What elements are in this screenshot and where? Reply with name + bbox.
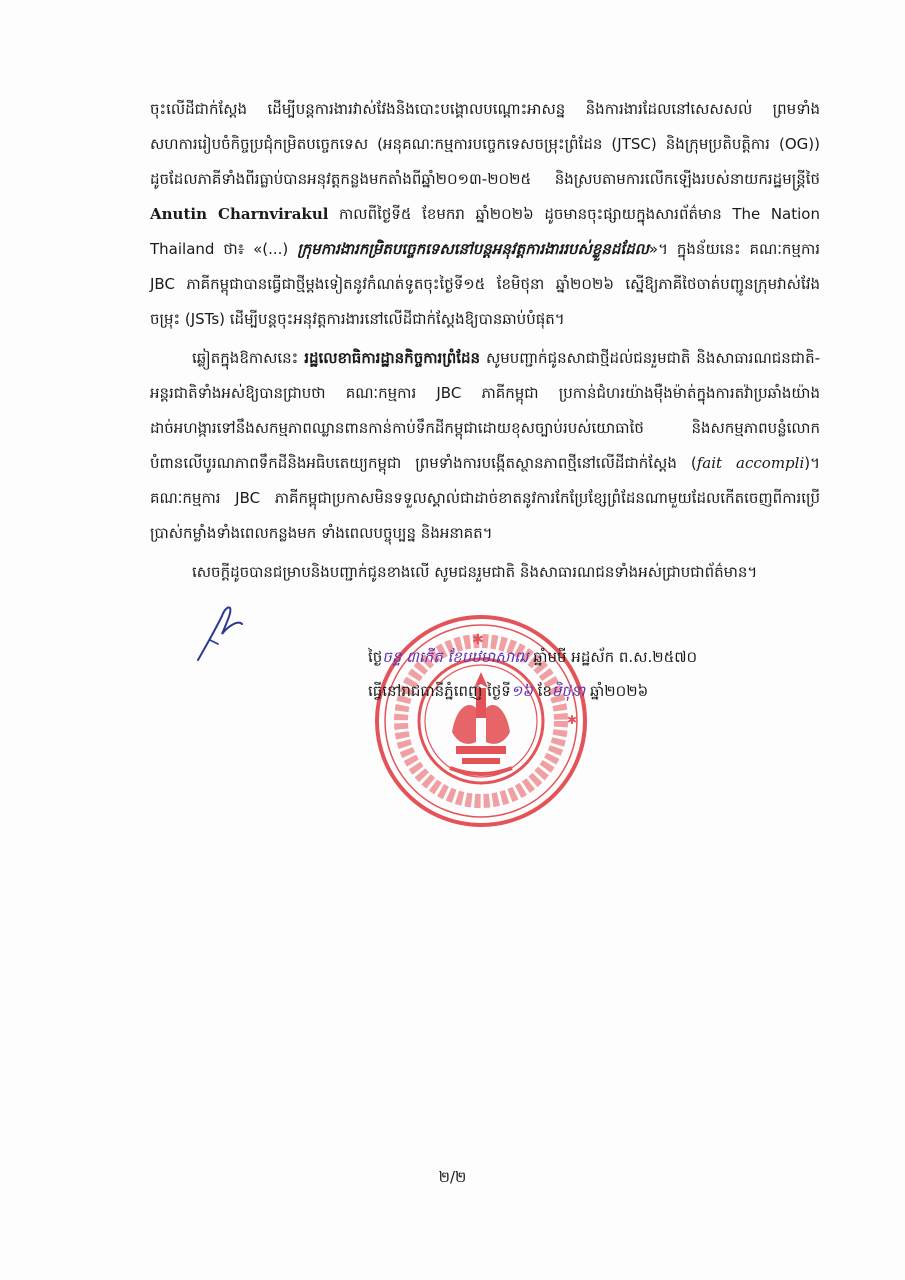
lunar-date-line xyxy=(368,640,838,674)
paragraph-2 xyxy=(150,341,820,551)
year-text: ឆ្នាំ២០២៦ xyxy=(585,682,649,700)
lunar-date-handwritten: ចន្ទ ៣កើត ខែបឋមាសាឍ xyxy=(382,648,529,666)
paragraph-2-text-b: សូមបញ្ជាក់ជូនសាជាថ្មីដល់ជនរួមជាតិ និងសាធារណជនជាតិ-អន្តរជាតិទាំងអស់ឱ្យបានជ្រាបថា គណៈកម្មការ JBC ភាគីកម្ពុជា ប្រកាន់ជំហរយ៉ាងម៉ឺងម៉ាត់ក្នុងការតវ៉ាប្រឆាំងយ៉ាងដាច់អហង្ការទៅនឹងសកម្មភាពឈ្លានពានកាន់កាប់ទឹកដីកម្ពុជាដោយខុសច្បាប់របស់យោធាថៃ និងសកម្មភាពបន្លំលោកបំពានលើបូរណភាពទឹកដីនិងអធិបតេយ្យកម្ពុជា ព្រមទាំងការបង្កើតស្ថានភាពថ្មីនៅលើដីជាក់ស្តែង ( xyxy=(150,349,821,472)
paragraph-3-text: សេចក្តីដូចបានជម្រាបនិងបញ្ជាក់ជូនខាងលើ សូមជនរួមជាតិ និងសាធារណជនទាំងអស់ជ្រាបជាព័ត៌មាន។ xyxy=(192,563,758,581)
paragraph-1-text-c: »។ ក្នុងន័យនេះ គណៈកម្មការ JBC ភាគីកម្ពុជាបានធ្វើជាថ្មីម្តងទៀតនូវកំណត់ទូតចុះថ្ងៃទី១៥ ខែមិថុនា ឆ្នាំ២០២៦ ស្នើឱ្យភាគីថៃចាត់បញ្ជូនក្រុមវាស់វែងចម្រុះ (JSTs) ដើម្បីបន្តចុះអនុវត្តការងារនៅលើដីជាក់ស្តែងឱ្យបានឆាប់បំផុត។ xyxy=(150,240,820,328)
page-number: ២/២ xyxy=(438,1168,467,1186)
place-date-line xyxy=(368,674,838,708)
month-handwritten: មិថុនា xyxy=(551,682,586,700)
paragraph-1-text-b: កាលពីថ្ងៃទី៥ ខែមករា ឆ្នាំ២០២៦ ដូចមានចុះផ្សាយក្នុងសារព័ត៌មាន The Nation Thailand ថា៖ «(...) xyxy=(150,205,820,258)
paragraph-2-text-c: )។ គណៈកម្មការ JBC ភាគីកម្ពុជាប្រកាសមិនទទួលស្គាល់ជាដាច់ខាតនូវការកែប្រែខ្សែព្រំដែនណាមួយដែលកើតចេញពីការប្រើប្រាស់កម្លាំងទាំងពេលកន្លងមក ទាំងពេលបច្ចុប្បន្ន និងអនាគត។ xyxy=(150,454,820,542)
lunar-date-prefix: ថ្ងៃ xyxy=(368,648,383,666)
paragraph-1 xyxy=(150,92,820,337)
paragraph-2-text-a: ឆ្លៀតក្នុងឱកាសនេះ xyxy=(192,349,305,367)
signature-mark xyxy=(188,598,248,668)
svg-text:✱: ✱ xyxy=(472,632,484,648)
lunar-year: ឆ្នាំមមី អដ្ឋស័ក ព.ស.២៥៧០ xyxy=(528,648,698,666)
svg-text:✱: ✱ xyxy=(567,713,578,727)
fait-accompli-term: fait accompli xyxy=(696,454,805,472)
place-prefix: ធ្វើនៅរាជធានីភ្នំពេញ ថ្ងៃទី xyxy=(368,682,511,700)
paragraph-1-text-a: ចុះលើដីជាក់ស្តែង ដើម្បីបន្តការងារវាស់វែងនិងបោះបង្គោលបណ្តោះអាសន្ន និងការងារដែលនៅសេសសល់ ព្រមទាំងសហការរៀបចំកិច្ចប្រជុំកម្រិតបច្ចេកទេស (អនុគណៈកម្មការបច្ចេកទេសចម្រុះព្រំដែន (JTSC) និងក្រុមប្រតិបត្តិការ (OG)) ដូចដែលភាគីទាំងពីរធ្លាប់បានអនុវត្តកន្លងមកតាំងពីឆ្នាំ២០១៣-២០២៥ និងស្របតាមការលើកឡើងរបស់នាយករដ្ឋមន្ត្រីថៃ xyxy=(150,100,820,188)
quoted-statement: ក្រុមការងារកម្រិតបច្ចេកទេសនៅបន្តអនុវត្តការងាររបស់ខ្លួនដដែល xyxy=(297,240,649,258)
prime-minister-name: Anutin Charnvirakul xyxy=(150,205,329,223)
month-prefix: ខែ xyxy=(532,682,552,700)
secretariat-name: រដ្ឋលេខាធិការដ្ឋានកិច្ចការព្រំដែន xyxy=(304,349,481,367)
document-body xyxy=(150,92,820,594)
date-block xyxy=(368,640,838,708)
day-handwritten: ១៦ xyxy=(510,682,533,700)
paragraph-3 xyxy=(150,555,820,590)
